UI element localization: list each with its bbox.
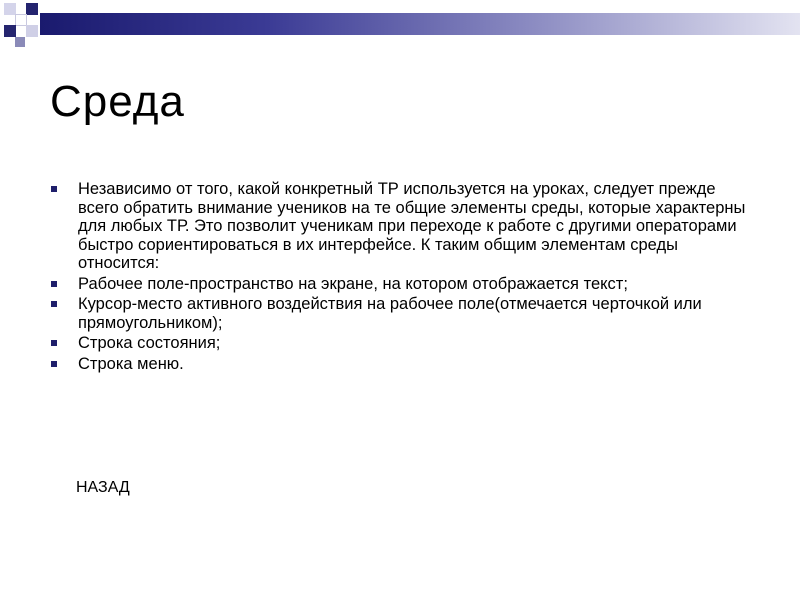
list-item bbox=[48, 275, 748, 294]
decorative-square bbox=[15, 37, 25, 47]
decorative-header-band bbox=[0, 0, 800, 52]
slide-title: Среда bbox=[50, 77, 185, 126]
decorative-square bbox=[26, 25, 38, 37]
square-bullet-icon bbox=[51, 281, 57, 287]
list-item bbox=[48, 355, 748, 374]
list-item bbox=[48, 180, 748, 273]
back-link[interactable]: НАЗАД bbox=[76, 479, 130, 496]
list-item-text: Независимо от того, какой конкретный ТР используется на уроках, следует прежде всего обратить внимание учеников на те общие элементы среды, которые характерны для любых ТР. Это позволит ученикам при переходе к работе с другими операторами быстро сориентироваться в их интерфейсе. К таким общим элементам среды относится: bbox=[78, 180, 746, 272]
list-item-text: Курсор-место активного воздействия на рабочее поле(отмечается черточкой или прямоугольником); bbox=[78, 295, 702, 332]
square-bullet-icon bbox=[51, 186, 57, 192]
gradient-header-bar bbox=[40, 13, 800, 35]
square-bullet-icon bbox=[51, 340, 57, 346]
decorative-square bbox=[26, 3, 38, 15]
list-item-text: Строка меню. bbox=[78, 354, 184, 373]
list-item-text: Строка состояния; bbox=[78, 334, 221, 352]
square-bullet-icon bbox=[51, 361, 57, 367]
list-item-text: Рабочее поле-пространство на экране, на котором отображается текст; bbox=[78, 274, 628, 293]
list-item bbox=[48, 334, 748, 353]
decorative-square bbox=[4, 25, 16, 37]
square-bullet-icon bbox=[51, 301, 57, 307]
list-item bbox=[48, 295, 748, 332]
bullet-list bbox=[48, 180, 748, 375]
